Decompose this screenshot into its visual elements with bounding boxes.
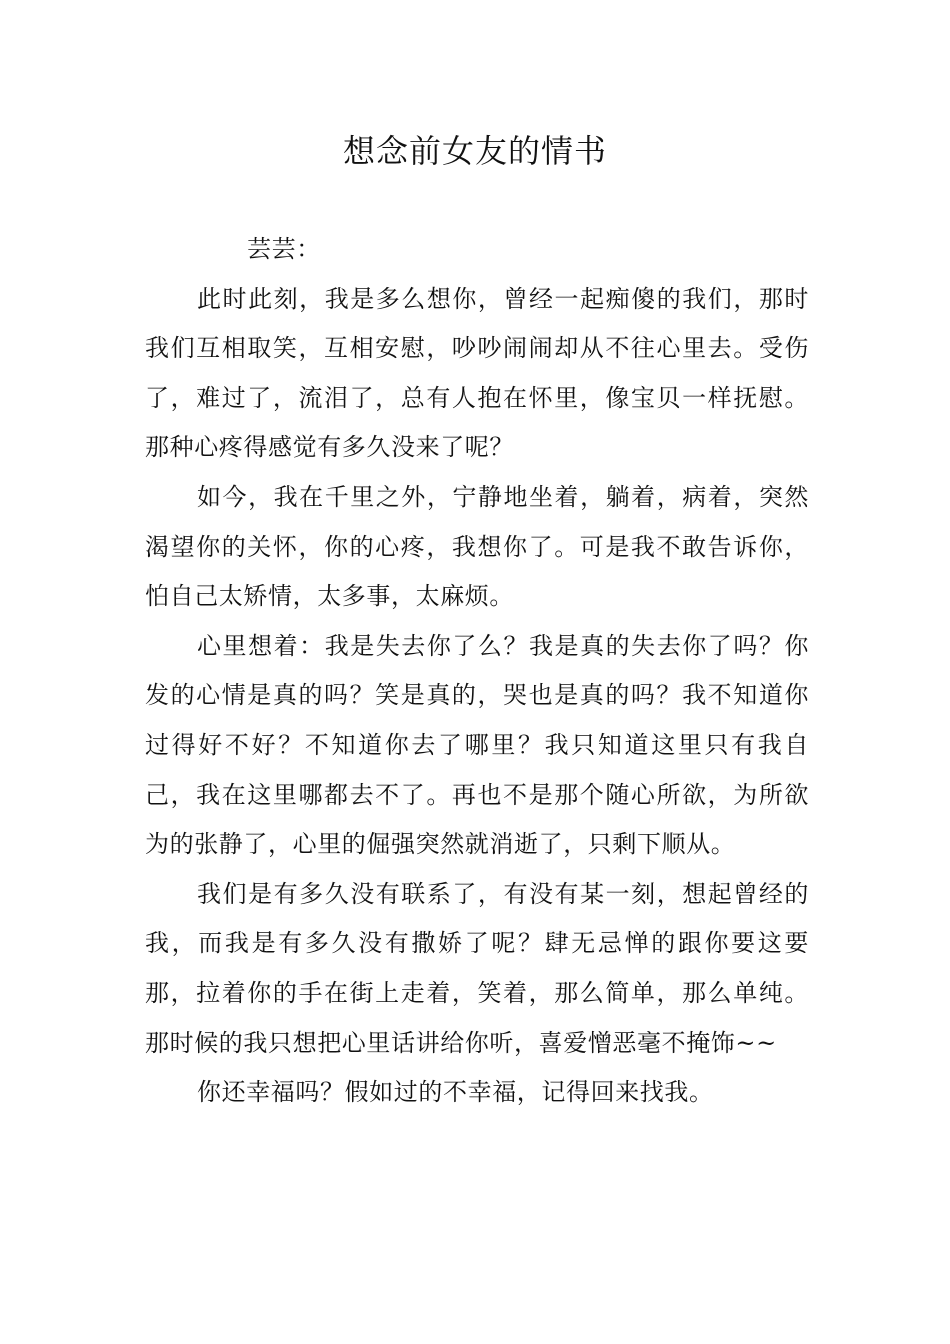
- paragraph-4: 我们是有多久没有联系了，有没有某一刻，想起曾经的我，而我是有多久没有撒娇了呢？肆无忌惮的跟你要这要那，拉着你的手在街上走着，笑着，那么简单，那么单纯。那时候的我只想把心里话讲给你听，喜爱憎恶毫不掩饰~~: [145, 879, 809, 1057]
- document-title: 想念前女友的情书: [342, 132, 607, 170]
- paragraph-1: 此时此刻，我是多么想你，曾经一起痴傻的我们，那时我们互相取笑，互相安慰，吵吵闹闹却从不往心里去。受伤了，难过了，流泪了，总有人抱在怀里，像宝贝一样抚慰。那种心疼得感觉有多久没来了呢？: [145, 284, 809, 462]
- paragraph-3: 心里想着：我是失去你了么？我是真的失去你了吗？你发的心情是真的吗？笑是真的，哭也是真的吗？我不知道你过得好不好？不知道你去了哪里？我只知道这里只有我自己，我在这里哪都去不了。再也不是那个随心所欲，为所欲为的张静了，心里的倔强突然就消逝了，只剩下顺从。: [145, 631, 809, 859]
- paragraph-2: 如今，我在千里之外，宁静地坐着，躺着，病着，突然渴望你的关怀，你的心疼，我想你了。可是我不敢告诉你，怕自己太矫情，太多事，太麻烦。: [145, 482, 809, 611]
- letter-body: [145, 225, 809, 1118]
- letter-salutation: 芸芸：: [247, 235, 321, 263]
- paragraph-5: 你还幸福吗？假如过的不幸福，记得回来找我。: [197, 1078, 714, 1107]
